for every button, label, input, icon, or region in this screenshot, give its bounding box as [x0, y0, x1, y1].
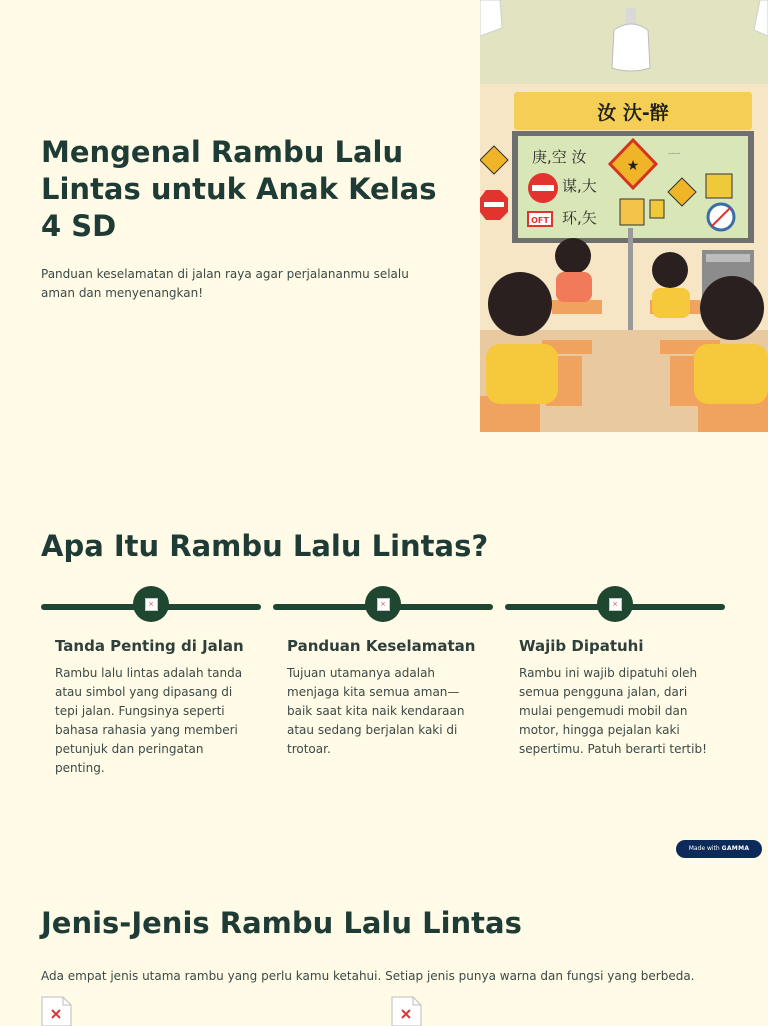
- card-heading: Wajib Dipatuhi: [519, 637, 644, 655]
- broken-image-icon: ×: [609, 598, 622, 611]
- badge-prefix: Made with: [688, 845, 720, 852]
- timeline-dot: [133, 586, 169, 622]
- svg-text:环,矢: 环,矢: [562, 209, 597, 227]
- card-text: Tujuan utamanya adalah menjaga kita semua aman—baik saat kita naik kendaraan atau sedang berjalan kaki di trotoar.: [287, 666, 465, 756]
- svg-text:谋,大: 谋,大: [562, 177, 597, 195]
- svg-text:一一: 一一: [668, 151, 681, 158]
- card-heading: Panduan Keselamatan: [287, 637, 476, 655]
- timeline-dot: [365, 586, 401, 622]
- section-what-title: Apa Itu Rambu Lalu Lintas?: [41, 529, 489, 563]
- classroom-illustration: [480, 0, 768, 432]
- svg-text:★: ★: [626, 158, 640, 174]
- hero-subtitle: Panduan keselamatan di jalan raya agar perjalananmu selalu aman dan menyenangkan!: [41, 267, 409, 300]
- badge-brand: GAMMA: [721, 845, 750, 852]
- section-types-title: Jenis-Jenis Rambu Lalu Lintas: [41, 906, 522, 940]
- card-text: Rambu lalu lintas adalah tanda atau simbol yang dipasang di tepi jalan. Fungsinya seperti bahasa rahasia yang memberi petunjuk dan peringatan penting.: [55, 666, 243, 775]
- banner-text: 汝 汏-辥: [597, 102, 669, 124]
- card-heading: Tanda Penting di Jalan: [55, 637, 244, 655]
- hero-section: [0, 0, 768, 432]
- svg-text:庚,空 汝: 庚,空 汝: [532, 148, 587, 166]
- svg-text:OFT: OFT: [531, 216, 549, 225]
- section-types-subtitle: Ada empat jenis utama rambu yang perlu kamu ketahui. Setiap jenis punya warna dan fungsi yang berbeda.: [41, 969, 695, 983]
- broken-image-icon: ×: [377, 598, 390, 611]
- card-text: Rambu ini wajib dipatuhi oleh semua pengguna jalan, dari mulai pengemudi mobil dan motor, hingga pejalan kaki sepertimu. Patuh berarti tertib!: [519, 666, 707, 756]
- broken-image-icon: [41, 996, 72, 1026]
- broken-image-icon: [391, 996, 422, 1026]
- page-title: Mengenal Rambu Lalu Lintas untuk Anak Kelas 4 SD: [41, 135, 437, 243]
- broken-image-icon: ×: [145, 598, 158, 611]
- made-with-gamma-badge[interactable]: [676, 840, 762, 858]
- timeline-dot: [597, 586, 633, 622]
